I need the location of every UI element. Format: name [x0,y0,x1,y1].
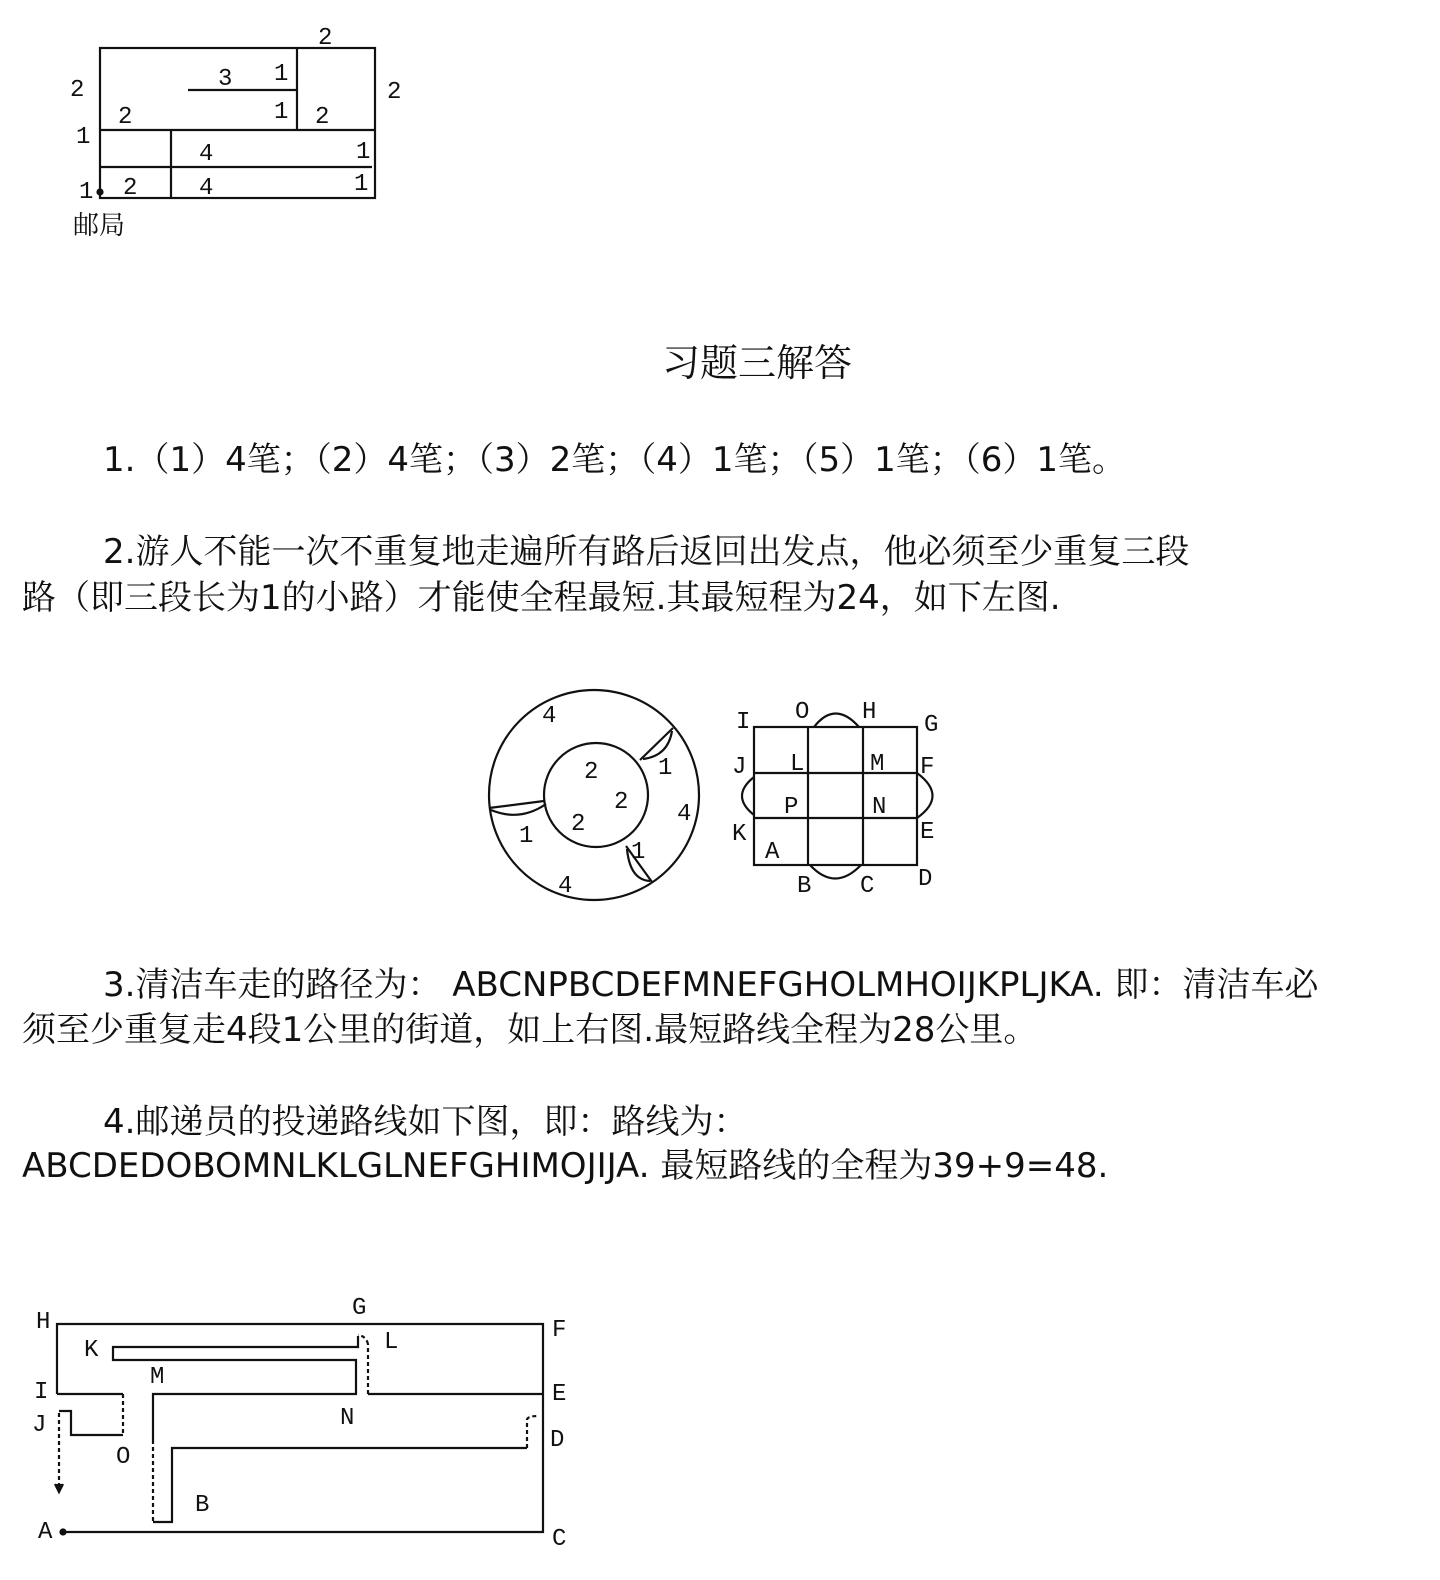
ring-diagram [489,690,699,900]
length-label: 1 [274,99,289,126]
answer-1: 1.（1）4笔；（2）4笔；（3）2笔；（4）1笔；（5）1笔；（6）1笔。 [103,440,1127,480]
length-label: 2 [123,175,138,202]
length-label: 2 [315,104,330,131]
repeat-arc [814,714,859,728]
length-label: 4 [677,801,692,828]
length-label: 4 [558,873,573,900]
node-label: H [862,699,877,726]
node-label: N [872,794,887,821]
node-label: E [920,819,935,846]
outer-block [100,48,375,198]
node-label: B [195,1492,210,1519]
node-label: K [732,821,747,848]
length-label: 2 [571,811,586,838]
start-dot [61,1530,66,1535]
answer-3-line-1: 3.清洁车走的路径为： ABCNPBCDEFMNEFGHOLMHOIJKPLJKA. 即：清洁车必 [103,965,1319,1005]
length-label: 4 [199,175,214,202]
node-label: F [552,1317,567,1344]
answer-3-line-2: 须至少重复走4段1公里的街道，如上右图.最短路线全程为28公里。 [22,1010,1038,1050]
length-label: 1 [79,179,94,206]
length-label: 1 [631,839,646,866]
length-label: 2 [70,77,85,104]
length-label: 2 [584,759,599,786]
repeat-arc [917,773,933,818]
repeat-arc [643,731,672,759]
length-label: 4 [199,141,214,168]
node-label: N [340,1405,355,1432]
length-label: 1 [519,823,534,850]
node-label: J [732,754,747,781]
node-label: O [795,699,810,726]
node-label: D [918,866,933,893]
node-label: M [870,751,885,778]
node-label: G [352,1295,367,1322]
answer-4-line-2: ABCDEDOBOMNLKLGLNEFGHIMOJIJA. 最短路线的全程为39+9=48. [22,1146,1109,1186]
node-label: C [552,1526,567,1553]
length-label: 1 [354,171,369,198]
node-label: L [384,1329,399,1356]
length-label: 2 [318,25,333,52]
post-office-street-diagram [0,0,1440,260]
outer-ring [489,690,699,900]
spoke [489,801,544,808]
page-title: 习题三解答 [662,341,853,385]
node-label: B [797,873,812,900]
answer-2-line-1: 2.游人不能一次不重复地走遍所有路后返回出发点，他必须至少重复三段 [103,532,1190,572]
node-label: C [860,873,875,900]
length-label: 1 [658,755,673,782]
spoke [640,728,673,760]
node-label: O [116,1444,131,1471]
length-label: 1 [274,61,289,88]
grid-border [754,727,917,865]
node-label: P [784,794,799,821]
node-label: G [924,712,939,739]
repeat-arc [810,865,861,879]
node-label: H [36,1309,51,1336]
node-label: M [150,1364,165,1391]
answer-4-line-1: 4.邮递员的投递路线如下图，即：路线为： [103,1102,748,1142]
length-label: 1 [76,124,91,151]
node-label: J [32,1412,47,1439]
post-office-label: 邮局 [73,211,126,241]
repeat-arc [491,804,546,815]
repeat-arc [627,849,650,881]
length-label: 4 [542,703,557,730]
repeat-arc [742,777,754,815]
node-label: A [38,1519,53,1546]
node-label: E [552,1381,567,1408]
inner-ring [544,743,648,847]
node-label: I [34,1379,49,1406]
node-label: L [790,751,805,778]
length-label: 1 [356,139,371,166]
node-label: F [920,754,935,781]
spoke [626,846,652,882]
answer-2-line-2: 路（即三段长为1的小路）才能使全程最短.其最短程为24，如下左图. [22,578,1061,618]
length-label: 2 [387,79,402,106]
node-label: D [550,1427,565,1454]
node-label: I [736,709,751,736]
outer-route [57,1324,543,1532]
node-label: K [84,1337,99,1364]
length-label: 2 [118,104,133,131]
street-grid-diagram [732,699,938,900]
node-label: A [765,839,780,866]
length-label: 3 [218,66,233,93]
length-label: 2 [614,789,629,816]
start-dot [98,190,103,195]
